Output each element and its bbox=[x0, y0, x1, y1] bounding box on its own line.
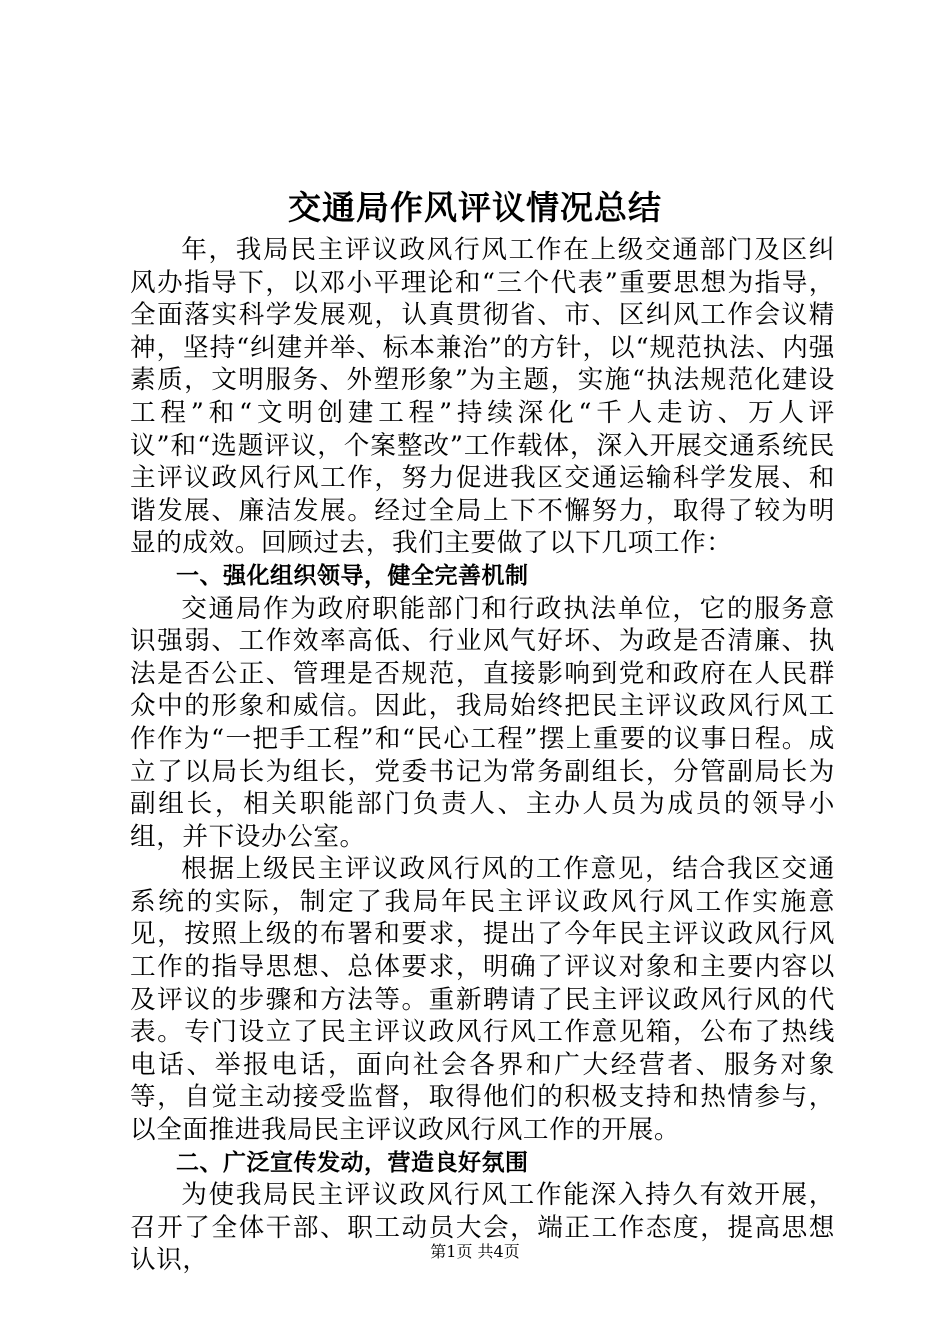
page-footer: 第1页 共4页 bbox=[430, 1242, 520, 1261]
paragraph-section2-1: 为使我局民主评议政风行风工作能深入持久有效开展，召开了全体干部、职工动员大会，端正工作态度，提高思想认识， bbox=[130, 1180, 835, 1276]
document-title: 交通局作风评议情况总结 bbox=[288, 188, 662, 227]
paragraph-section1-2: 根据上级民主评议政风行风的工作意见，结合我区交通系统的实际，制定了我局年民主评议政风行风工作实施意见，按照上级的布署和要求，提出了今年民主评议政风行风工作的指导思想、总体要求，明确了评议对象和主要内容以及评议的步骤和方法等。重新聘请了民主评议政风行风的代表。专门设立了民主评议政风行风工作意见箱，公布了热线电话、举报电话，面向社会各界和广大经营者、服务对象等，自觉主动接受监督，取得他们的积极支持和热情参与，以全面推进我局民主评议政风行风工作的开展。 bbox=[130, 854, 835, 1146]
section-heading-1: 一、强化组织领导，健全完善机制 bbox=[176, 562, 529, 589]
document-body bbox=[130, 234, 835, 1277]
paragraph-section1-1: 交通局作为政府职能部门和行政执法单位，它的服务意识强弱、工作效率高低、行业风气好坏、为政是否清廉、执法是否公正、管理是否规范，直接影响到党和政府在人民群众中的形象和威信。因此，我局始终把民主评议政风行风工作作为“一把手工程”和“民心工程”摆上重要的议事日程。成立了以局长为组长，党委书记为常务副组长，分管副局长为副组长，相关职能部门负责人、主办人员为成员的领导小组，并下设办公室。 bbox=[130, 593, 835, 852]
paragraph-intro: 年，我局民主评议政风行风工作在上级交通部门及区纠风办指导下，以邓小平理论和“三个代表”重要思想为指导，全面落实科学发展观，认真贯彻省、市、区纠风工作会议精神，坚持“纠建并举、标本兼治”的方针，以“规范执法、内强素质，文明服务、外塑形象”为主题，实施“执法规范化建设工程”和“文明创建工程”持续深化“千人走访、万人评议”和“选题评议，个案整改”工作载体，深入开展交通系统民主评议政风行风工作，努力促进我区交通运输科学发展、和谐发展、廉洁发展。经过全局上下不懈努力，取得了较为明显的成效。回顾过去，我们主要做了以下几项工作： bbox=[130, 235, 835, 559]
section-heading-2: 二、广泛宣传发动，营造良好氛围 bbox=[176, 1149, 529, 1176]
